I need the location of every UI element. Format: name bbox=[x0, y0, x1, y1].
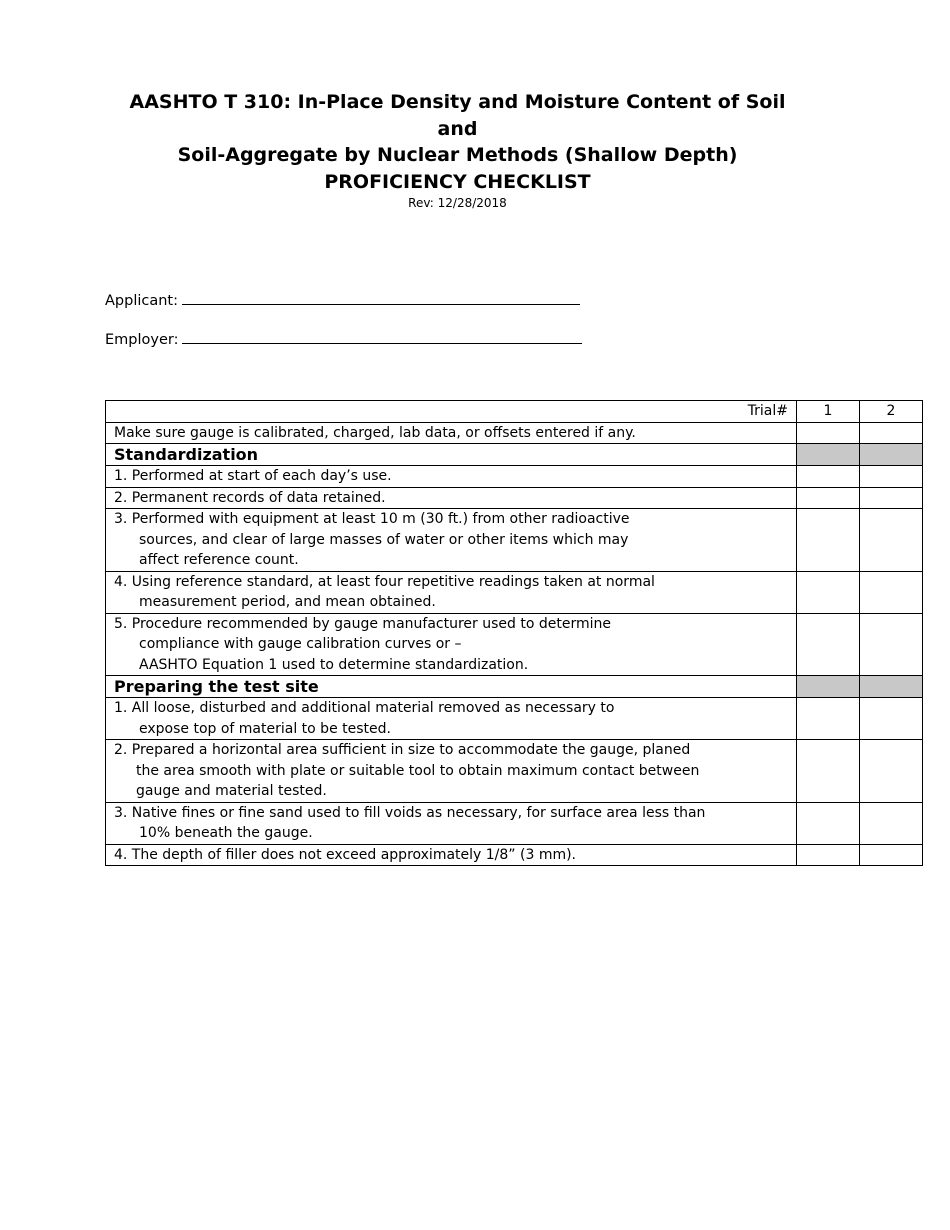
table-row bbox=[106, 571, 923, 613]
table-row bbox=[106, 844, 923, 866]
trial-1-cell[interactable] bbox=[797, 698, 860, 740]
trial-2-cell[interactable] bbox=[860, 509, 923, 572]
trial-2-cell[interactable] bbox=[860, 844, 923, 866]
section-row-test-site bbox=[106, 676, 923, 698]
section-row-standardization bbox=[106, 444, 923, 466]
trial-2-cell[interactable] bbox=[860, 740, 923, 803]
trial-label: Trial# bbox=[106, 401, 797, 423]
table-row bbox=[106, 422, 923, 444]
trial-1-cell[interactable] bbox=[797, 844, 860, 866]
trial-1-cell[interactable] bbox=[797, 422, 860, 444]
title-line-1: AASHTO T 310: In-Place Density and Moisture Content of Soil bbox=[129, 91, 786, 113]
checklist-item: 3. Native fines or fine sand used to fill voids as necessary, for surface area less than 10% beneath the gauge. bbox=[106, 802, 797, 844]
trial-2-cell[interactable] bbox=[860, 698, 923, 740]
trial-1-cell[interactable] bbox=[797, 466, 860, 488]
proficiency-checklist-table bbox=[105, 400, 923, 866]
checklist-item: 3. Performed with equipment at least 10 m (30 ft.) from other radioactive sources, and clear of large masses of water or other items which may affect reference count. bbox=[106, 509, 797, 572]
title-line-3: Soil-Aggregate by Nuclear Methods (Shallow Depth) bbox=[177, 144, 738, 166]
applicant-input-line[interactable] bbox=[182, 290, 580, 305]
checklist-item: 4. The depth of filler does not exceed approximately 1/8” (3 mm). bbox=[106, 844, 797, 866]
table-row bbox=[106, 613, 923, 676]
employer-input-line[interactable] bbox=[182, 329, 582, 344]
document-title bbox=[0, 89, 915, 195]
checklist-item: 2. Permanent records of data retained. bbox=[106, 487, 797, 509]
trial-2-cell[interactable] bbox=[860, 613, 923, 676]
trial-2-cell[interactable] bbox=[860, 571, 923, 613]
trial-2-cell-shaded bbox=[860, 676, 923, 698]
revision-date: Rev: 12/28/2018 bbox=[408, 196, 507, 210]
trial-1-cell[interactable] bbox=[797, 740, 860, 803]
trial-1-cell[interactable] bbox=[797, 509, 860, 572]
trial-2-header: 2 bbox=[860, 401, 923, 423]
checklist-item: 2. Prepared a horizontal area sufficient in size to accommodate the gauge, planed the area smooth with plate or suitable tool to obtain maximum contact between gauge and material tested. bbox=[106, 740, 797, 803]
trial-2-cell[interactable] bbox=[860, 487, 923, 509]
trial-1-cell[interactable] bbox=[797, 571, 860, 613]
table-row bbox=[106, 466, 923, 488]
table-row bbox=[106, 698, 923, 740]
table-header-row bbox=[106, 401, 923, 423]
applicant-field bbox=[105, 290, 580, 309]
section-heading-test-site: Preparing the test site bbox=[106, 676, 797, 698]
checklist-item: 4. Using reference standard, at least four repetitive readings taken at normal measurement period, and mean obtained. bbox=[106, 571, 797, 613]
trial-1-cell[interactable] bbox=[797, 487, 860, 509]
trial-1-header: 1 bbox=[797, 401, 860, 423]
trial-2-cell[interactable] bbox=[860, 802, 923, 844]
trial-1-cell-shaded bbox=[797, 444, 860, 466]
table-row bbox=[106, 740, 923, 803]
title-line-4: PROFICIENCY CHECKLIST bbox=[324, 170, 591, 193]
table-row bbox=[106, 802, 923, 844]
table-row bbox=[106, 509, 923, 572]
trial-2-cell[interactable] bbox=[860, 466, 923, 488]
employer-field bbox=[105, 329, 582, 348]
trial-2-cell-shaded bbox=[860, 444, 923, 466]
trial-2-cell[interactable] bbox=[860, 422, 923, 444]
trial-1-cell[interactable] bbox=[797, 802, 860, 844]
table-row bbox=[106, 487, 923, 509]
employer-label: Employer: bbox=[105, 332, 179, 348]
checklist-item: 1. All loose, disturbed and additional material removed as necessary to expose top of material to be tested. bbox=[106, 698, 797, 740]
trial-1-cell[interactable] bbox=[797, 613, 860, 676]
applicant-label: Applicant: bbox=[105, 293, 179, 309]
intro-text: Make sure gauge is calibrated, charged, lab data, or offsets entered if any. bbox=[106, 422, 797, 444]
title-line-2: and bbox=[437, 117, 478, 140]
checklist-item: 1. Performed at start of each day’s use. bbox=[106, 466, 797, 488]
trial-1-cell-shaded bbox=[797, 676, 860, 698]
checklist-item: 5. Procedure recommended by gauge manufacturer used to determine compliance with gauge calibration curves or – AASHTO Equation 1 used to determine standardization. bbox=[106, 613, 797, 676]
section-heading-standardization: Standardization bbox=[106, 444, 797, 466]
